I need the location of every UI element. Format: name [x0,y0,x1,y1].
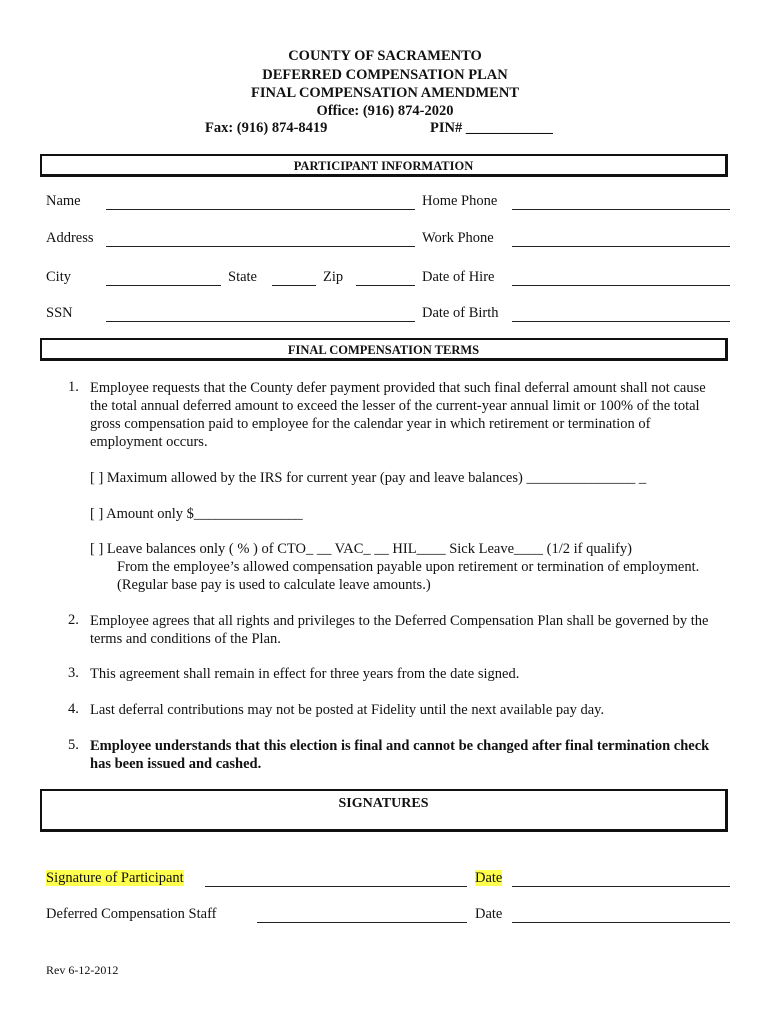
staff-signature-input[interactable] [257,922,467,923]
term-5-text: Employee understands that this election is final and cannot be changed after final termination check has been issued and cashed. [90,738,710,772]
city-input[interactable] [106,285,221,286]
term-1-number: 1. [68,379,79,395]
name-label: Name [46,193,81,209]
term-3-text: This agreement shall remain in effect for three years from the date signed. [90,666,520,682]
term-4-number: 4. [68,701,79,717]
state-label: State [228,269,257,285]
date-of-birth-label: Date of Birth [422,305,499,321]
revision-date: Rev 6-12-2012 [46,963,119,977]
ssn-input[interactable] [106,321,415,322]
participant-date-input[interactable] [512,886,730,887]
leave-balances-note: From the employee’s allowed compensation payable upon retirement or termination of employment. [117,559,700,575]
participant-info-header [40,154,728,177]
participant-date-text: Date [475,870,503,886]
date-of-birth-input[interactable] [512,321,730,322]
form-title-plan: DEFERRED COMPENSATION PLAN [262,67,508,83]
option-max-irs[interactable]: [ ] Maximum allowed by the IRS for current year (pay and leave balances) _______________ _ [90,470,647,486]
city-label: City [46,269,71,285]
staff-date-input[interactable] [512,922,730,923]
signature-participant-label [46,870,184,887]
signatures-title: SIGNATURES [338,796,429,811]
participant-date-label [475,870,502,887]
participant-info-title: PARTICIPANT INFORMATION [293,159,474,173]
staff-signature-label: Deferred Compensation Staff [46,906,217,922]
term-3-number: 3. [68,665,79,681]
date-of-hire-label: Date of Hire [422,269,495,285]
date-of-hire-input[interactable] [512,285,730,286]
ssn-label: SSN [46,305,73,321]
zip-label: Zip [323,269,344,285]
signatures-header [40,789,728,832]
leave-balances-note-2: (Regular base pay is used to calculate leave amounts.) [117,577,431,593]
state-input[interactable] [272,285,316,286]
zip-input[interactable] [356,285,415,286]
term-2-number: 2. [68,612,79,628]
term-4-text: Last deferral contributions may not be posted at Fidelity until the next available pay day. [90,702,605,718]
option-amount-only[interactable]: [ ] Amount only $_______________ [90,506,303,522]
work-phone-input[interactable] [512,246,730,247]
address-label: Address [46,230,94,246]
term-2-text: Employee agrees that all rights and privileges to the Deferred Compensation Plan shall be governed by the terms and conditions of the Plan. [90,613,709,647]
pin-field[interactable]: PIN# ____________ [430,120,553,136]
home-phone-label: Home Phone [422,193,498,209]
home-phone-input[interactable] [512,209,730,210]
term-5-number: 5. [68,737,79,753]
address-input[interactable] [106,246,415,247]
terms-title: FINAL COMPENSATION TERMS [287,343,480,357]
signature-participant-text: Signature of Participant [46,870,184,886]
term-1-text: Employee requests that the County defer payment provided that such final deferral amount shall not cause the total annual deferred amount to exceed the lesser of the current-year annual limit or 100% of the total gross compensation paid to employee for the calendar year in which retirement or termination of employment occurs. [90,380,706,450]
staff-date-label: Date [475,906,503,922]
option-leave-balances[interactable]: [ ] Leave balances only ( % ) of CTO_ __ VAC_ __ HIL____ Sick Leave____ (1/2 if qualify) [90,541,633,557]
name-input[interactable] [106,209,415,210]
participant-signature-input[interactable] [205,886,467,887]
form-title-amendment: FINAL COMPENSATION AMENDMENT [251,85,519,101]
form-title-county: COUNTY OF SACRAMENTO [288,48,482,64]
terms-header [40,338,728,361]
work-phone-label: Work Phone [422,230,494,246]
office-phone: Office: (916) 874-2020 [316,103,454,119]
fax-number: Fax: (916) 874-8419 [205,120,328,136]
